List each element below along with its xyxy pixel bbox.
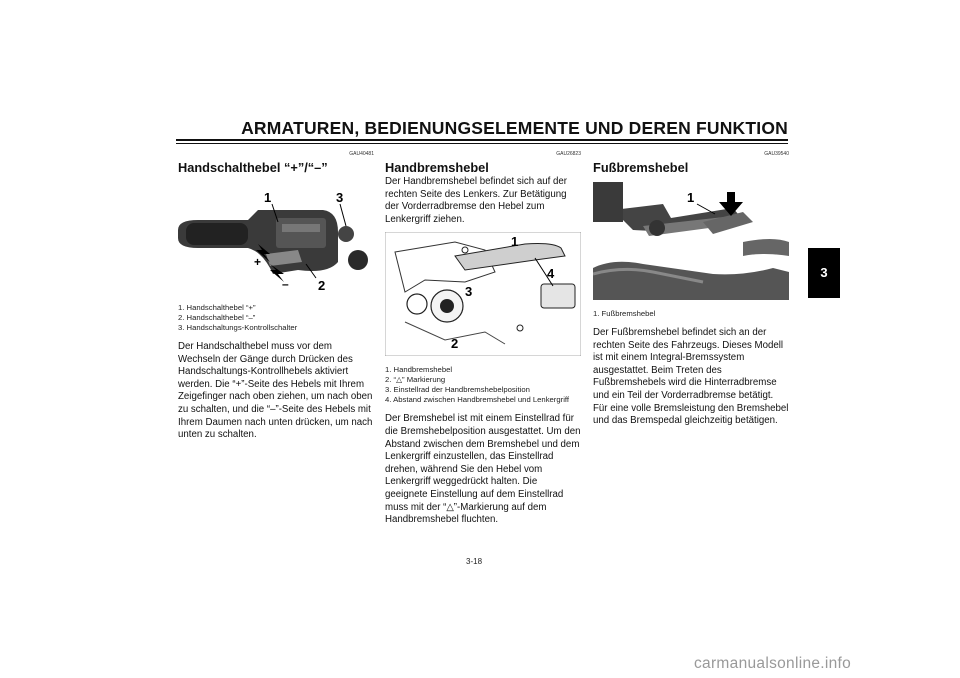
section-foot-brake-lever [593,150,789,428]
figure-label: 1 [264,190,272,205]
svg-text:–: – [282,277,289,291]
section-heading: Handbremshebel [385,160,489,175]
section-hand-brake-lever [385,150,581,527]
page-number: 3-18 [466,557,483,566]
caption-item: 1. Handschalthebel “+” [178,303,256,312]
header-rule [176,139,788,141]
section-hand-shift-lever [178,150,374,442]
section-code: GAU26823 [556,151,581,157]
section-heading: Fußbremshebel [593,160,689,175]
foot-brake-lever-figure [593,182,789,300]
figure-captions [385,365,581,405]
caption-item: 3. Handschaltungs-Kontrollschalter [178,323,298,332]
figure-label: 1 [687,190,695,205]
figure-label: 2 [318,278,326,293]
page-header-title: ARMATUREN, BEDIENUNGSELEMENTE UND DEREN FUNKTION [241,118,788,138]
caption-item: 4. Abstand zwischen Handbremshebel und Lenkergriff [385,395,570,405]
figure-label: 4 [547,266,555,282]
section-heading: Handschalthebel “+”/“–” [178,160,328,175]
figure-captions [178,303,374,333]
section-body: Der Bremshebel ist mit einem Einstellrad für die Bremshebelposition ausgestattet. Um den Abstand zwischen dem Bremshebel und dem Lenkergriff einzustellen, das Einstellrad drehen, während Sie den Hebel vom Lenkergriff weggedrückt halten. Die geeignete Einstellung auf dem Einstellrad muss mit der “△”-Markierung auf dem Handbremshebel fluchten. [385,413,581,526]
caption-item: 3. Einstellrad der Handbremshebelposition [385,385,530,395]
header-rule-thin [176,143,788,144]
figure-label: 3 [336,190,344,205]
svg-text:+: + [254,255,262,269]
figure-captions [593,309,789,319]
watermark: carmanualsonline.info [694,655,852,672]
hand-brake-lever-figure [385,232,581,356]
hand-shift-lever-figure [178,182,374,294]
section-code: GAU39540 [764,151,789,157]
section-body: Der Handschalthebel muss vor dem Wechseln der Gänge durch Drücken des Handschaltungs-Kontrollhebels aktiviert werden. Die “+”-Seite des Hebels mit Ihrem Zeigefinger nach oben ziehen, um nach oben zu schalten, und die “–”-Seite des Hebels mit Ihrem Daumen nach unten drücken, um nach unten zu schalten. [178,341,373,441]
chapter-tab[interactable]: 3 [808,248,840,298]
caption-item: 1. Handbremshebel [385,365,453,375]
section-intro: Der Handbremshebel befindet sich auf der rechten Seite des Lenkers. Zur Betätigung der Vorderradbremse den Hebel zum Lenkergriff ziehen. [385,176,568,225]
figure-label: 3 [465,284,473,300]
figure-label: 1 [511,234,519,250]
caption-item: 2. Handschalthebel “–” [178,313,256,322]
section-body: Der Fußbremshebel befindet sich an der rechten Seite des Fahrzeugs. Dieses Modell ist mit einem Integral-Bremssystem ausgestattet. Beim Treten des Fußbremshebels wird die Hinterradbremse und ein Teil der Vorderradbremse betätigt. Für eine volle Bremsleistung den Bremshebel und das Bremspedal gleichzeitig betätigen. [593,327,789,427]
caption-item: 1. Fußbremshebel [593,309,656,318]
figure-label: 2 [451,336,459,352]
caption-item: 2. “△” Markierung [385,375,446,385]
section-code: GAU40481 [349,151,374,157]
